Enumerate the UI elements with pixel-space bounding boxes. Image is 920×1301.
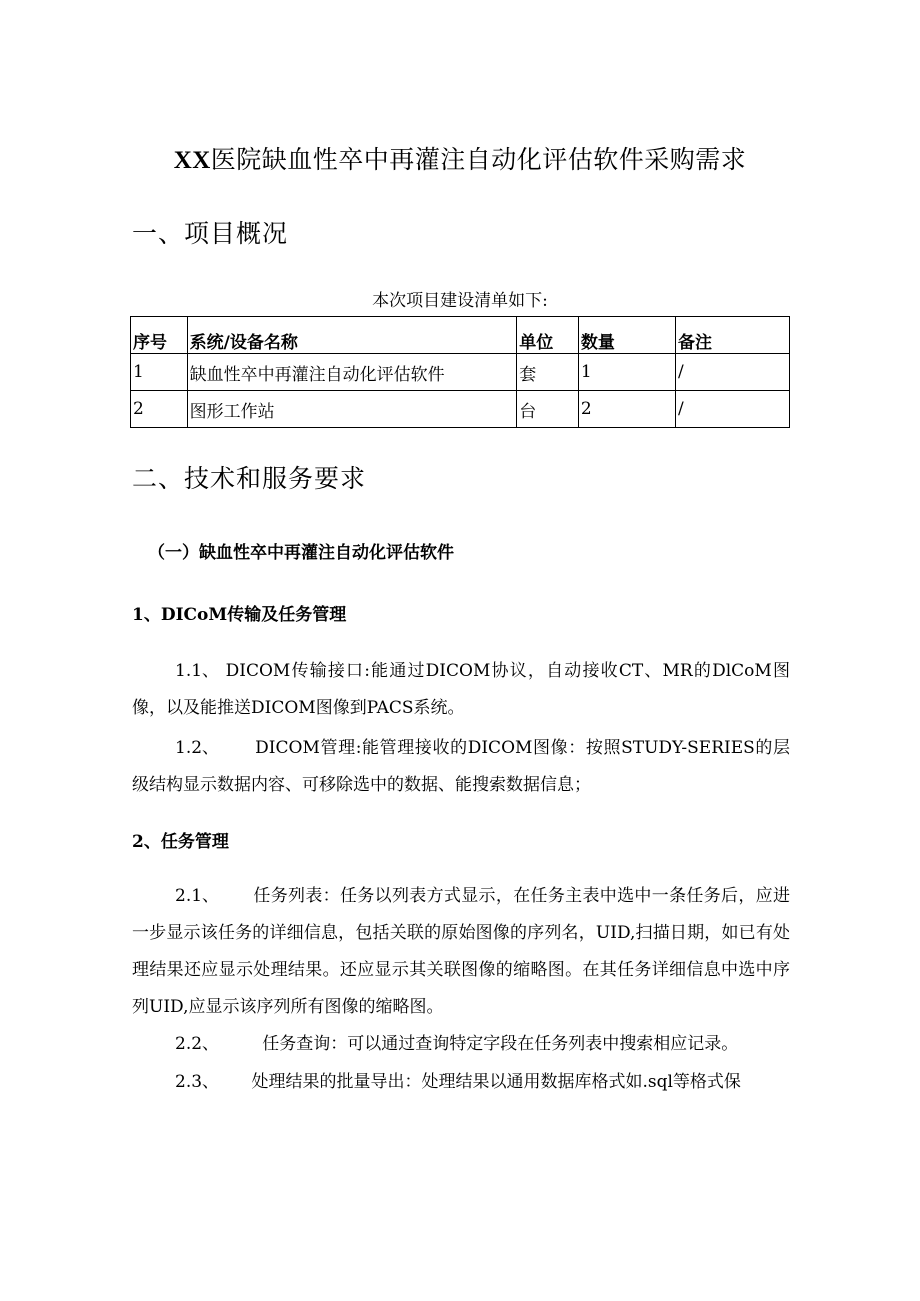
subsection-heading-software: （一）缺血性卒中再灌注自动化评估软件 <box>148 543 454 563</box>
paragraph-text: 任务列表：任务以列表方式显示，在任务主表中选中一条任务后，应进一步显示该任务的详细信息，包括关联的原始图像的序列名，UID,扫描日期，如已有处理结果还应显示处理结果。还应显示其关联图像的缩略图。在其任务详细信息中选中序列UID,应显示该序列所有图像的缩略图。 <box>132 886 790 1017</box>
item-heading-task: 2、任务管理 <box>132 832 229 852</box>
paragraph-1-1 <box>132 653 790 727</box>
paragraph-number: 1.2、 <box>175 738 220 758</box>
paragraph-2-1 <box>132 878 790 1026</box>
paragraph-number: 2.1、 <box>175 886 220 906</box>
cell-name: 缺血性卒中再灌注自动化评估软件 <box>187 354 517 391</box>
item-heading-dicom: 1、DICoM传输及任务管理 <box>132 605 347 625</box>
header-quantity: 数量 <box>578 317 675 354</box>
table-header-row <box>131 317 790 354</box>
header-unit: 单位 <box>517 317 579 354</box>
table-caption: 本次项目建设清单如下: <box>372 291 548 311</box>
cell-no: 1 <box>131 354 188 391</box>
paragraph-number: 2.3、 <box>175 1072 220 1092</box>
paragraph-text: 任务查询：可以通过查询特定字段在任务列表中搜索相应记录。 <box>219 1034 739 1054</box>
table-row <box>131 391 790 428</box>
paragraph-text: 处理结果的批量导出：处理结果以通用数据库格式如.sql等格式保 <box>219 1072 741 1092</box>
cell-note: / <box>675 354 789 391</box>
section-heading-overview: 一、项目概况 <box>132 219 289 248</box>
paragraph-1-2 <box>132 730 790 804</box>
header-no: 序号 <box>131 317 188 354</box>
paragraph-2-3 <box>132 1064 790 1101</box>
header-note: 备注 <box>675 317 789 354</box>
project-items-table <box>130 316 790 428</box>
title-text: 医院缺血性卒中再灌注自动化评估软件采购需求 <box>210 145 747 174</box>
paragraph-text: DICOM传输接口:能通过DICOM协议，自动接收CT、MR的DlCoM图像，以及能推送DICOM图像到PACS系统。 <box>132 661 790 718</box>
cell-quantity: 2 <box>578 391 675 428</box>
section-heading-technical: 二、技术和服务要求 <box>132 464 367 493</box>
title-prefix: XX <box>173 147 211 174</box>
cell-quantity: 1 <box>578 354 675 391</box>
header-name: 系统/设备名称 <box>187 317 517 354</box>
paragraph-number: 2.2、 <box>175 1034 220 1054</box>
cell-no: 2 <box>131 391 188 428</box>
cell-note: / <box>675 391 789 428</box>
cell-unit: 套 <box>517 354 579 391</box>
table-row <box>131 354 790 391</box>
document-title <box>0 143 920 178</box>
paragraph-2-2 <box>132 1026 790 1063</box>
paragraph-number: 1.1、 <box>175 661 220 681</box>
cell-unit: 台 <box>517 391 579 428</box>
cell-name: 图形工作站 <box>187 391 517 428</box>
paragraph-text: DICOM管理:能管理接收的DICOM图像：按照STUDY-SERIES的层级结构显示数据内容、可移除选中的数据、能搜索数据信息； <box>132 738 790 795</box>
